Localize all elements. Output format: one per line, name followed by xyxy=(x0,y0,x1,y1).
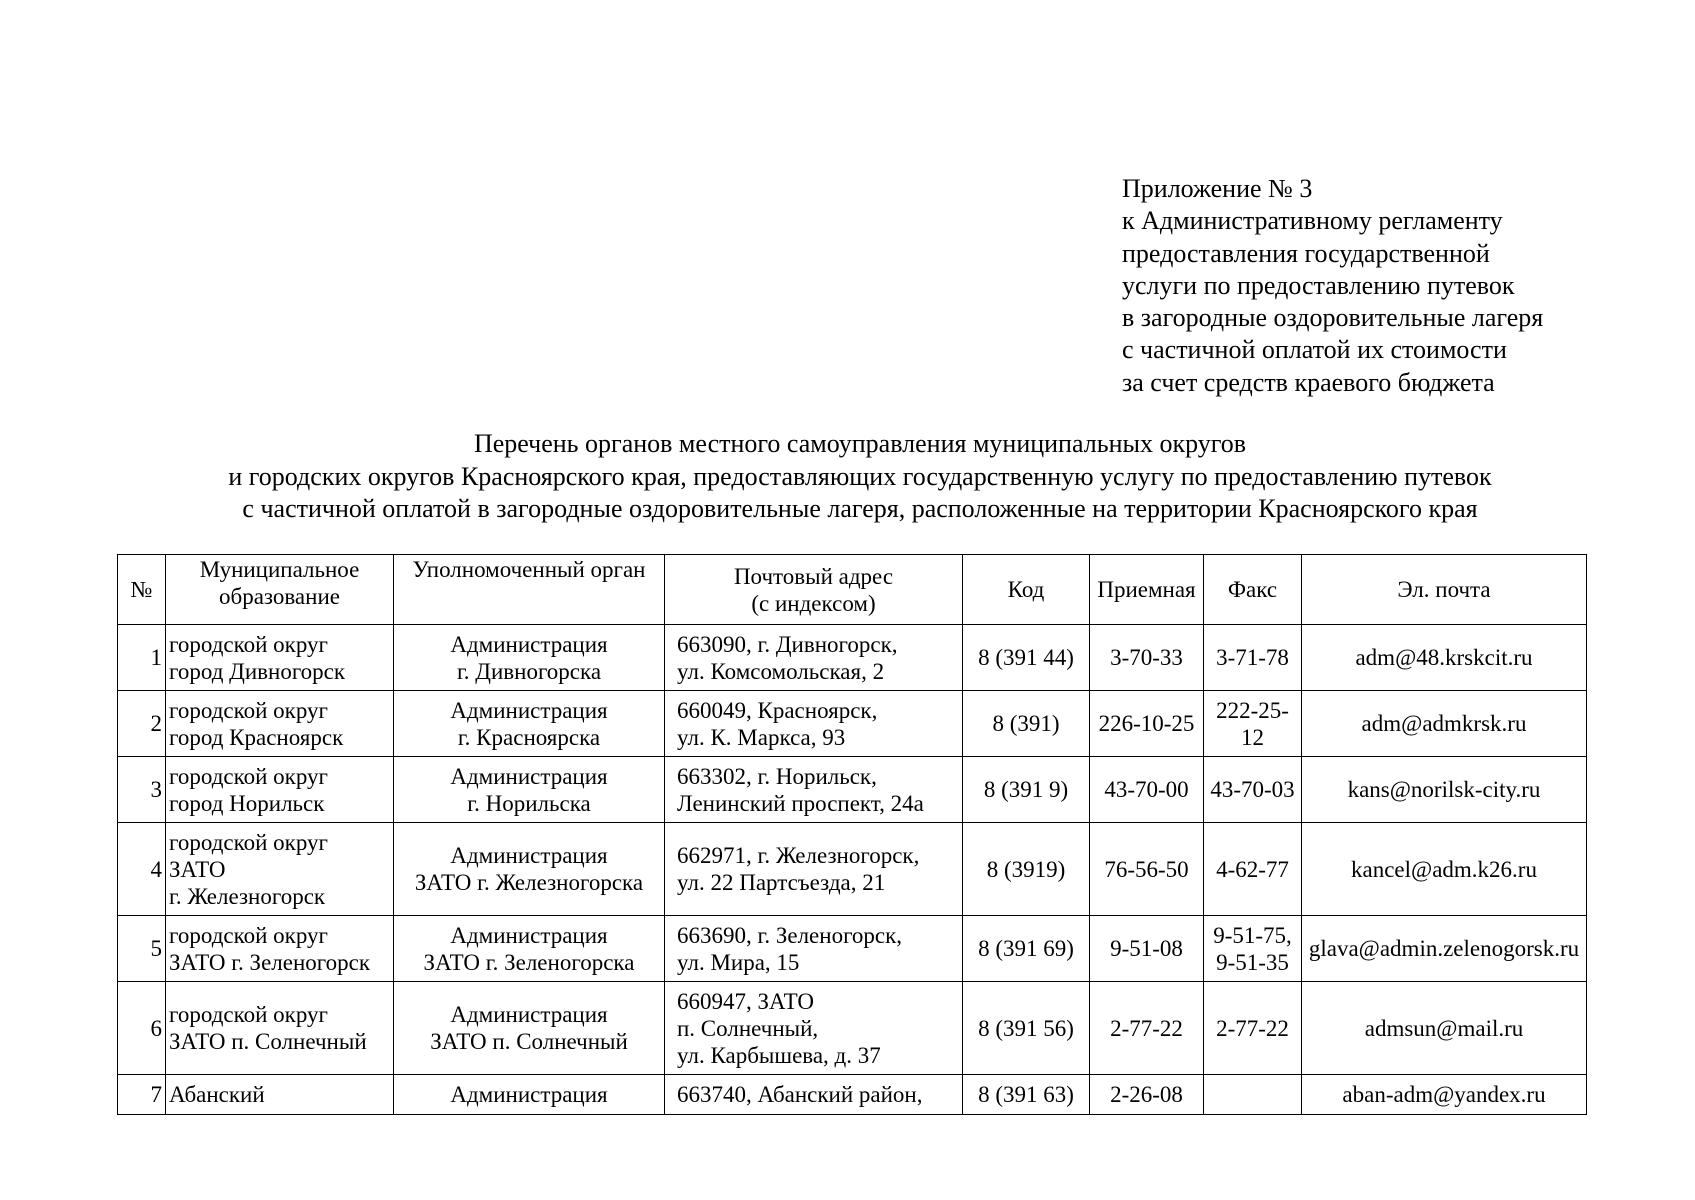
cell-address xyxy=(665,625,963,691)
cell-email: aban-adm@yandex.ru xyxy=(1302,1075,1587,1115)
cell-municipality-line: город Красноярск xyxy=(169,724,344,750)
cell-address-line: 663090, г. Дивногорск, xyxy=(677,631,898,657)
header-num: № xyxy=(118,555,166,625)
cell-address-line: ул. Мира, 15 xyxy=(677,949,800,975)
cell-authority-line: ЗАТО г. Железногорска xyxy=(414,870,644,895)
cell-reception: 43-70-00 xyxy=(1090,757,1204,823)
cell-municipality xyxy=(166,1075,394,1115)
cell-address xyxy=(665,982,963,1075)
cell-address xyxy=(665,757,963,823)
cell-address-line: 663740, Абанский район, xyxy=(677,1082,923,1107)
cell-email: kans@norilsk-city.ru xyxy=(1302,757,1587,823)
cell-code: 8 (3919) xyxy=(963,823,1090,916)
cell-municipality-line: городской округ xyxy=(169,763,328,789)
cell-email: adm@48.krskcit.ru xyxy=(1302,625,1587,691)
cell-fax-line: 2-77-22 xyxy=(1216,1015,1289,1041)
cell-municipality-line: Абанский xyxy=(169,1082,265,1107)
appendix-line: за счет средств краевого бюджета xyxy=(1122,367,1495,397)
appendix-line: Приложение № 3 xyxy=(1122,174,1313,203)
cell-municipality-line: город Норильск xyxy=(169,790,325,816)
cell-municipality xyxy=(166,691,394,757)
header-municipality: Муниципальное образование xyxy=(166,555,394,625)
table-row xyxy=(118,691,1587,757)
cell-municipality-line: ЗАТО xyxy=(169,856,226,882)
cell-municipality xyxy=(166,823,394,916)
authorities-table xyxy=(117,554,1587,1115)
cell-municipality xyxy=(166,982,394,1075)
cell-authority-line: ЗАТО п. Солнечный xyxy=(430,1029,628,1054)
title-line: с частичной оплатой в загородные оздоровительные лагеря, расположенные на территории Красноярского края xyxy=(242,494,1478,523)
cell-authority-line: Администрация xyxy=(450,1082,608,1107)
cell-municipality-line: городской округ xyxy=(169,697,328,723)
cell-num: 5 xyxy=(118,916,166,982)
cell-municipality-line: ЗАТО г. Зеленогорск xyxy=(169,949,371,975)
cell-address-line: 662971, г. Железногорск, xyxy=(677,843,920,868)
cell-email: admsun@mail.ru xyxy=(1302,982,1587,1075)
cell-num: 6 xyxy=(118,982,166,1075)
cell-fax xyxy=(1204,982,1302,1075)
cell-authority xyxy=(394,916,665,982)
cell-address-line: Ленинский проспект, 24а xyxy=(677,790,924,816)
cell-authority-line: г. Красноярска xyxy=(457,724,601,750)
appendix-line: услуги по предоставлению путевок xyxy=(1122,270,1515,300)
cell-num: 3 xyxy=(118,757,166,823)
header-code: Код xyxy=(963,555,1090,625)
cell-authority xyxy=(394,757,665,823)
cell-authority xyxy=(394,823,665,916)
cell-address-line: 663690, г. Зеленогорск, xyxy=(677,922,903,948)
cell-fax xyxy=(1204,625,1302,691)
cell-code: 8 (391 9) xyxy=(963,757,1090,823)
cell-reception: 76-56-50 xyxy=(1090,823,1204,916)
cell-address xyxy=(665,823,963,916)
cell-fax xyxy=(1204,691,1302,757)
cell-municipality-line: г. Железногорск xyxy=(169,883,326,909)
cell-address-line: 663302, г. Норильск, xyxy=(677,763,877,789)
table-header-row xyxy=(118,555,1587,625)
table-row xyxy=(118,1075,1587,1115)
table-row xyxy=(118,757,1587,823)
cell-num: 4 xyxy=(118,823,166,916)
document-title xyxy=(110,428,1610,526)
cell-address-line: ул. К. Маркса, 93 xyxy=(677,724,846,750)
table-row xyxy=(118,823,1587,916)
table-row xyxy=(118,916,1587,982)
cell-fax xyxy=(1204,916,1302,982)
cell-municipality-line: городской округ xyxy=(169,922,328,948)
cell-fax-line: 9-51-35 xyxy=(1216,949,1289,975)
cell-authority-line: Администрация xyxy=(450,1002,608,1027)
cell-email: kancel@adm.k26.ru xyxy=(1302,823,1587,916)
cell-fax-line: 222-25- xyxy=(1216,697,1289,723)
cell-authority-line: ЗАТО г. Зеленогорска xyxy=(423,949,635,975)
cell-authority xyxy=(394,691,665,757)
cell-authority-line: Администрация xyxy=(450,922,608,948)
cell-address xyxy=(665,691,963,757)
cell-reception: 9-51-08 xyxy=(1090,916,1204,982)
cell-reception: 2-77-22 xyxy=(1090,982,1204,1075)
cell-municipality-line: город Дивногорск xyxy=(169,658,346,684)
cell-municipality-line: городской округ xyxy=(169,1002,328,1027)
appendix-line: к Административному регламенту xyxy=(1122,206,1503,236)
appendix-line: с частичной оплатой их стоимости xyxy=(1122,335,1507,365)
cell-municipality xyxy=(166,757,394,823)
cell-reception: 226-10-25 xyxy=(1090,691,1204,757)
cell-address-line: п. Солнечный, xyxy=(677,1015,819,1041)
cell-fax xyxy=(1204,1075,1302,1115)
cell-authority-line: Администрация xyxy=(450,763,608,789)
cell-code: 8 (391 56) xyxy=(963,982,1090,1075)
cell-authority-line: Администрация xyxy=(450,697,608,723)
cell-address-line: 660947, ЗАТО xyxy=(677,988,814,1014)
cell-fax-line: 4-62-77 xyxy=(1216,856,1289,882)
cell-authority xyxy=(394,625,665,691)
header-email: Эл. почта xyxy=(1302,555,1587,625)
cell-fax xyxy=(1204,823,1302,916)
cell-num: 7 xyxy=(118,1075,166,1115)
header-address: Почтовый адрес (с индексом) xyxy=(665,555,963,625)
table-row xyxy=(118,625,1587,691)
cell-authority xyxy=(394,982,665,1075)
cell-email: glava@admin.zelenogorsk.ru xyxy=(1302,916,1587,982)
cell-address xyxy=(665,916,963,982)
cell-municipality-line: ЗАТО п. Солнечный xyxy=(169,1029,367,1054)
header-authority: Уполномоченный орган xyxy=(394,555,665,625)
cell-fax-line: 3-71-78 xyxy=(1216,645,1289,670)
cell-code: 8 (391 44) xyxy=(963,625,1090,691)
cell-authority-line: Администрация xyxy=(450,631,608,657)
cell-fax-line: 12 xyxy=(1241,724,1264,750)
cell-reception: 3-70-33 xyxy=(1090,625,1204,691)
cell-num: 1 xyxy=(118,625,166,691)
table-row xyxy=(118,982,1587,1075)
cell-authority-line: Администрация xyxy=(450,843,608,868)
title-line: и городских округов Красноярского края, предоставляющих государственную услугу по предоставлению путевок xyxy=(228,461,1492,491)
title-line: Перечень органов местного самоуправления муниципальных округов xyxy=(473,429,1247,458)
appendix-line: в загородные оздоровительные лагеря xyxy=(1122,303,1544,333)
cell-address-line: 660049, Красноярск, xyxy=(677,697,878,723)
cell-authority-line: г. Дивногорска xyxy=(456,658,602,684)
appendix-line: предоставления государственной xyxy=(1122,238,1490,268)
cell-municipality xyxy=(166,916,394,982)
appendix-header xyxy=(1122,173,1543,399)
cell-num: 2 xyxy=(118,691,166,757)
cell-municipality-line: городской округ xyxy=(169,631,328,657)
cell-authority xyxy=(394,1075,665,1115)
cell-address-line: ул. Комсомольская, 2 xyxy=(677,658,885,684)
cell-address xyxy=(665,1075,963,1115)
cell-address-line: ул. Карбышева, д. 37 xyxy=(677,1042,881,1068)
cell-reception: 2-26-08 xyxy=(1090,1075,1204,1115)
cell-fax xyxy=(1204,757,1302,823)
cell-municipality-line: городской округ xyxy=(169,829,328,855)
cell-fax-line: 9-51-75, xyxy=(1213,922,1292,948)
cell-code: 8 (391 63) xyxy=(963,1075,1090,1115)
cell-municipality xyxy=(166,625,394,691)
cell-address-line: ул. 22 Партсъезда, 21 xyxy=(677,870,886,895)
cell-authority-line: г. Норильска xyxy=(467,790,591,816)
cell-email: adm@admkrsk.ru xyxy=(1302,691,1587,757)
cell-code: 8 (391) xyxy=(963,691,1090,757)
header-reception: Приемная xyxy=(1090,555,1204,625)
cell-fax-line: 43-70-03 xyxy=(1210,777,1295,802)
cell-code: 8 (391 69) xyxy=(963,916,1090,982)
header-fax: Факс xyxy=(1204,555,1302,625)
